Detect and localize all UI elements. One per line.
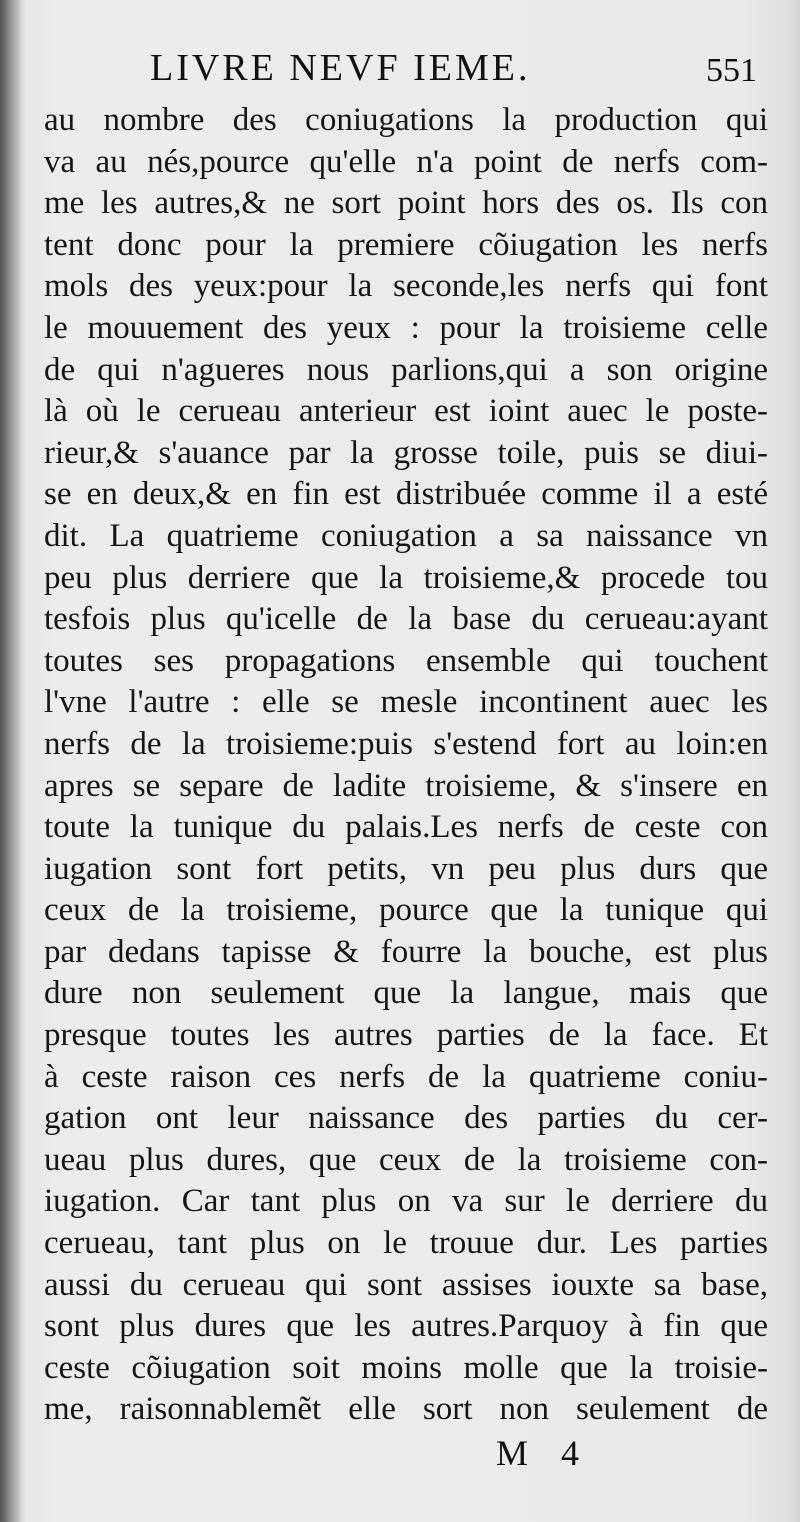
running-title: LIVRE NEVF IEME.: [150, 47, 531, 89]
text-line: à ceste raison ces nerfs de la quatrieme coniu-: [44, 1058, 768, 1095]
text-line: au nombre des coniugations la production qui: [44, 102, 768, 138]
text-line: l'vne l'autre : elle se mesle incontinent auec les: [44, 684, 768, 721]
body-text: [44, 100, 768, 1431]
text-line: dure non seulement que la langue, mais que: [44, 975, 768, 1012]
text-line: dit. La quatrieme coniugation a sa naissance vn: [44, 517, 768, 554]
text-line: mols des yeux:pour la seconde,les nerfs qui font: [44, 268, 768, 305]
text-line: toutes ses propagations ensemble qui touchent: [44, 642, 768, 679]
text-line: tent donc pour la premiere cõiugation les nerfs: [44, 226, 768, 263]
text-line: ceux de la troisieme, pource que la tunique qui: [44, 892, 768, 929]
text-line: va au nés,pource qu'elle n'a point de nerfs com-: [44, 143, 768, 180]
text-line: toute la tunique du palais.Les nerfs de ceste con: [44, 809, 768, 846]
text-line: peu plus derriere que la troisieme,& procede tou: [44, 559, 768, 596]
text-line: tesfois plus qu'icelle de la base du cerueau:ayant: [44, 601, 768, 638]
text-line: presque toutes les autres parties de la face. Et: [44, 1017, 768, 1054]
text-line: me, raisonnablemẽt elle sort non seulement de: [44, 1391, 768, 1428]
text-line: gation ont leur naissance des parties du cer-: [44, 1100, 768, 1137]
text-line: aussi du cerueau qui sont assises iouxte sa base,: [44, 1266, 768, 1303]
signature-mark: M 4: [496, 1433, 580, 1473]
text-line: rieur,& s'auance par la grosse toile, puis se diui-: [44, 434, 768, 471]
text-line: se en deux,& en fin est distribuée comme il a esté: [44, 476, 768, 513]
page-number: 551: [706, 52, 757, 89]
text-line: cerueau, tant plus on le trouue dur. Les parties: [44, 1225, 768, 1262]
text-line: ueau plus dures, que ceux de la troisieme con-: [44, 1141, 768, 1178]
text-line: ceste cõiugation soit moins molle que la troisie-: [44, 1349, 768, 1386]
text-line: nerfs de la troisieme:puis s'estend fort au loin:en: [44, 725, 768, 762]
gutter-shadow: [0, 0, 22, 1522]
text-line: là où le cerueau anterieur est ioint auec le poste-: [44, 393, 768, 430]
text-line: le mouuement des yeux : pour la troisieme celle: [44, 309, 768, 346]
text-line: de qui n'agueres nous parlions,qui a son origine: [44, 351, 768, 388]
text-line: apres se separe de ladite troisieme, & s'insere en: [44, 767, 768, 804]
text-line: iugation sont fort petits, vn peu plus durs que: [44, 850, 768, 887]
text-line: par dedans tapisse & fourre la bouche, est plus: [44, 933, 768, 970]
text-line: me les autres,& ne sort point hors des os. Ils con: [44, 185, 768, 222]
text-line: sont plus dures que les autres.Parquoy à fin que: [44, 1308, 768, 1345]
text-line: iugation. Car tant plus on va sur le derriere du: [44, 1183, 768, 1220]
